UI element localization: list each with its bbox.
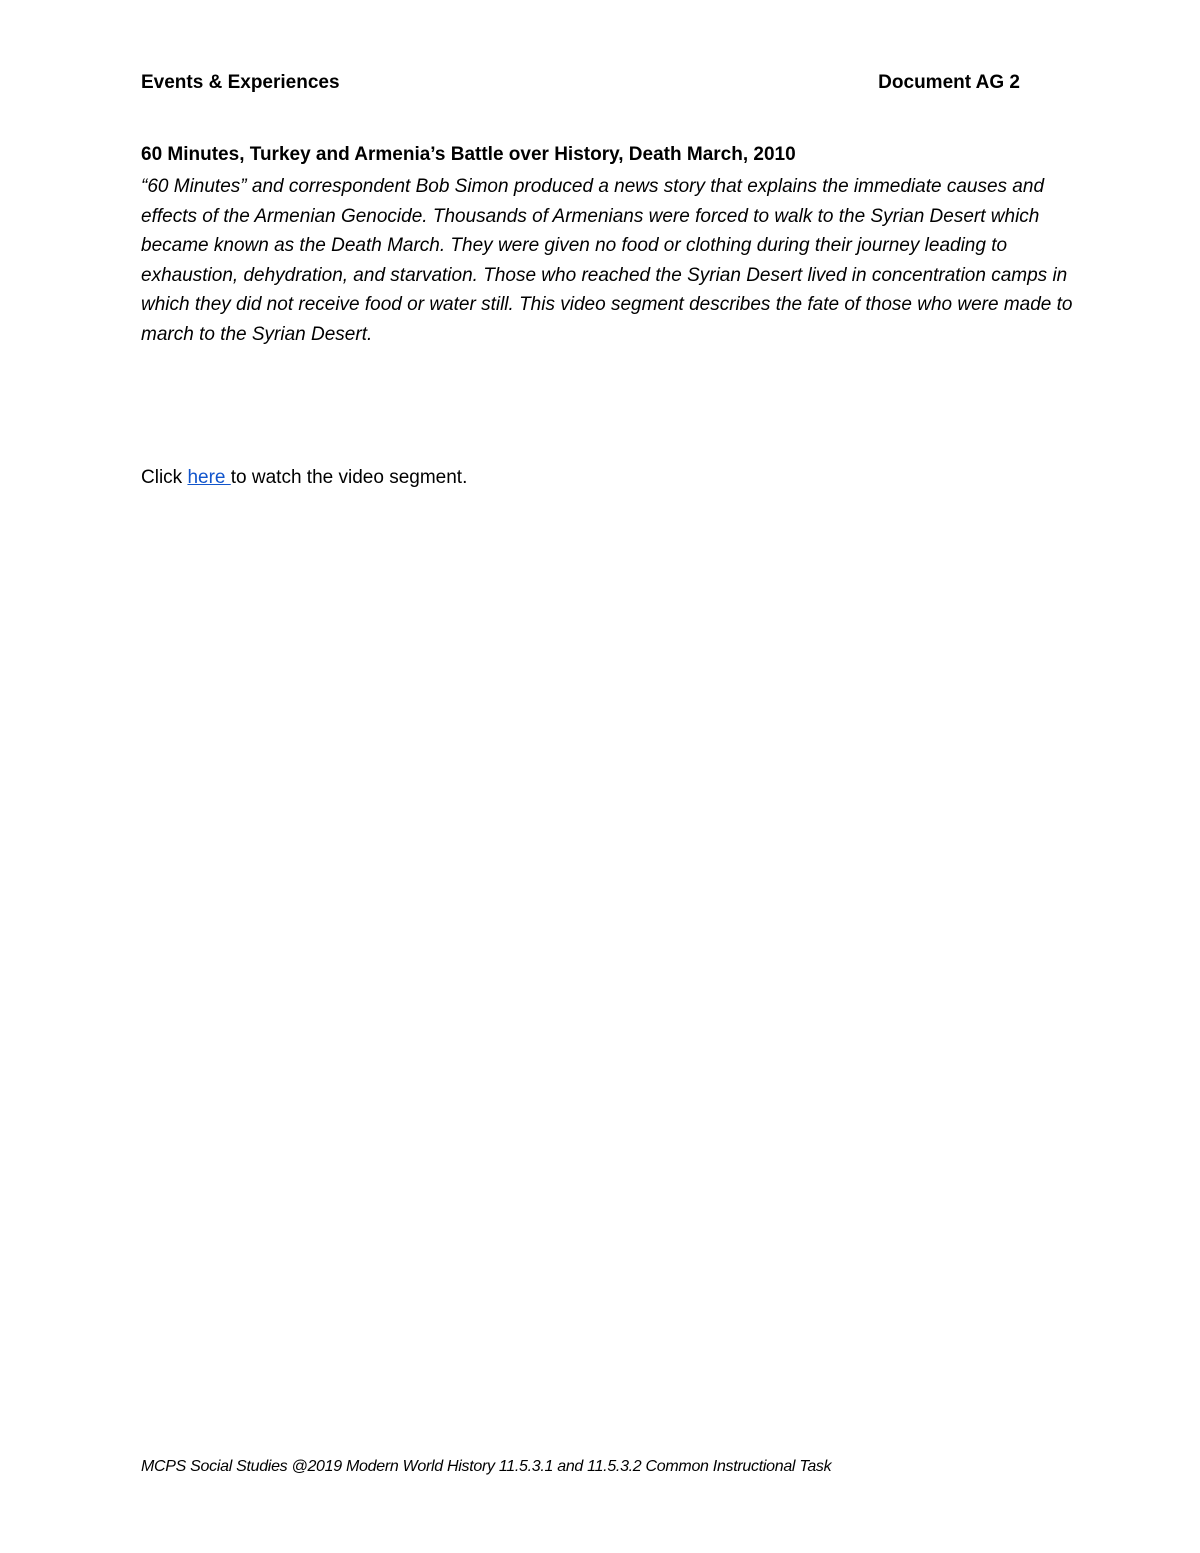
header-section-label: Events & Experiences [141,72,340,93]
page-header [141,72,1020,94]
source-title: 60 Minutes, Turkey and Armenia’s Battle over History, Death March, 2010 [141,144,796,165]
link-prefix: Click [141,467,188,488]
video-link-line [141,466,467,490]
link-suffix: to watch the video segment. [230,467,468,488]
source-description: “60 Minutes” and correspondent Bob Simon produced a news story that explains the immediate causes and effects of the Armenian Genocide. Thousands of Armenians were forced to walk to the Syrian Desert which became known as the Death March. They were given no food or clothing during their journey leading to exhaustion, dehydration, and starvation. Those who reached the Syrian Desert lived in concentration camps in which they did not receive food or water still. This video segment describes the fate of those who were made to march to the Syrian Desert. [141,176,1073,345]
video-link[interactable]: here [187,467,231,488]
header-document-id: Document AG 2 [878,72,1020,93]
page-footer: MCPS Social Studies @2019 Modern World History 11.5.3.1 and 11.5.3.2 Common Instructional Task [141,1458,832,1475]
